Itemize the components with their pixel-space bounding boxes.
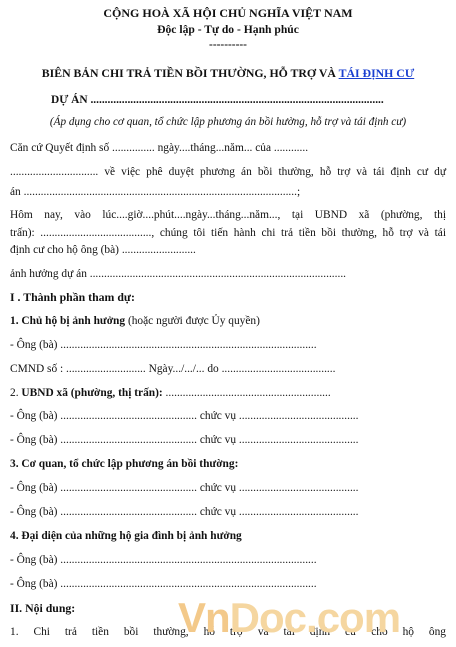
id-card-line: CMND số : ............................ Ngày.../.../... do ........................................ <box>10 363 336 375</box>
basis-line-2: ............................... về việc phê duyệt phương án bồi thường, hỗ trợ và tái định cư dự <box>10 166 446 178</box>
subsection-4-title: 4. Đại diện của những hộ gia đình bị ảnh hưởng <box>10 530 242 542</box>
subsection-2-dots: .......................................................... <box>162 387 331 399</box>
household-name-line: - Ông (bà) .......................................................................................... <box>10 339 317 351</box>
document-title <box>0 66 456 80</box>
commune-member-2: - Ông (bà) ................................................ chức vụ .......................................... <box>10 434 359 446</box>
subsection-3-title: 3. Cơ quan, tổ chức lập phương án bồi thường: <box>10 458 239 470</box>
meeting-line-4: ảnh hưởng dự án .......................................................................................... <box>10 268 347 280</box>
meeting-line-3: định cư cho hộ ông (bà) .......................... <box>10 244 196 256</box>
watermark-vn: Vn <box>178 594 230 640</box>
header-separator: ---------- <box>209 39 247 51</box>
national-title: CỘNG HOÀ XÃ HỘI CHỦ NGHĨA VIỆT NAM <box>103 6 353 20</box>
document-title-text: BIÊN BẢN CHI TRẢ TIỀN BỒI THƯỜNG, HỖ TRỢ VÀ <box>41 66 339 80</box>
basis-line-1: Căn cứ Quyết định số ............... ngày....tháng...năm... của ............ <box>10 142 309 154</box>
meeting-line-1: Hôm nay, vào lúc....giờ....phút....ngày...tháng...năm..., tại UBND xã (phường, thị <box>10 209 446 221</box>
svg-text:VnDoc.com <box>178 594 400 640</box>
subsection-1-title: 1. Chủ hộ bị ảnh hưởng <box>10 315 126 327</box>
section-1-title: I . Thành phần tham dự: <box>10 290 135 304</box>
subsection-2-number: 2. <box>10 387 22 399</box>
section-2-line-1: 1. Chi trả tiền bồi thường, hỗ trợ và tái định cư cho hộ ông <box>10 626 446 638</box>
watermark-doc: Doc <box>229 594 307 640</box>
representative-2: - Ông (bà) .......................................................................................... <box>10 578 317 590</box>
subsection-1-note: (hoặc người được Ủy quyền) <box>125 315 260 327</box>
basis-line-3: án ................................................................................................; <box>10 186 301 198</box>
agency-member-1: - Ông (bà) ................................................ chức vụ .......................................... <box>10 482 359 494</box>
representative-1: - Ông (bà) .......................................................................................... <box>10 554 317 566</box>
tai-dinh-cu-link[interactable]: TÁI ĐỊNH CƯ <box>338 66 415 80</box>
subsection-2-heading <box>10 386 331 400</box>
project-line: DỰ ÁN ....................................................................................................... <box>51 94 384 106</box>
vndoc-watermark-logo <box>178 594 450 640</box>
subsection-2-title: UBND xã (phường, thị trấn): <box>21 387 163 399</box>
motto: Độc lập - Tự do - Hạnh phúc <box>157 23 299 36</box>
watermark-com: .com <box>306 594 401 640</box>
section-2-title: II. Nội dung: <box>10 601 76 615</box>
agency-member-2: - Ông (bà) ................................................ chức vụ .......................................... <box>10 506 359 518</box>
subsection-1-heading <box>10 314 260 328</box>
meeting-line-2: trấn): ......................................., chúng tôi tiến hành chi trả tiền bồi thường, hỗ trợ và tái <box>10 227 446 239</box>
commune-member-1: - Ông (bà) ................................................ chức vụ .......................................... <box>10 410 359 422</box>
document-subtitle: (Áp dụng cho cơ quan, tổ chức lập phương án bồi hường, hỗ trợ và tái định cư) <box>49 116 407 128</box>
